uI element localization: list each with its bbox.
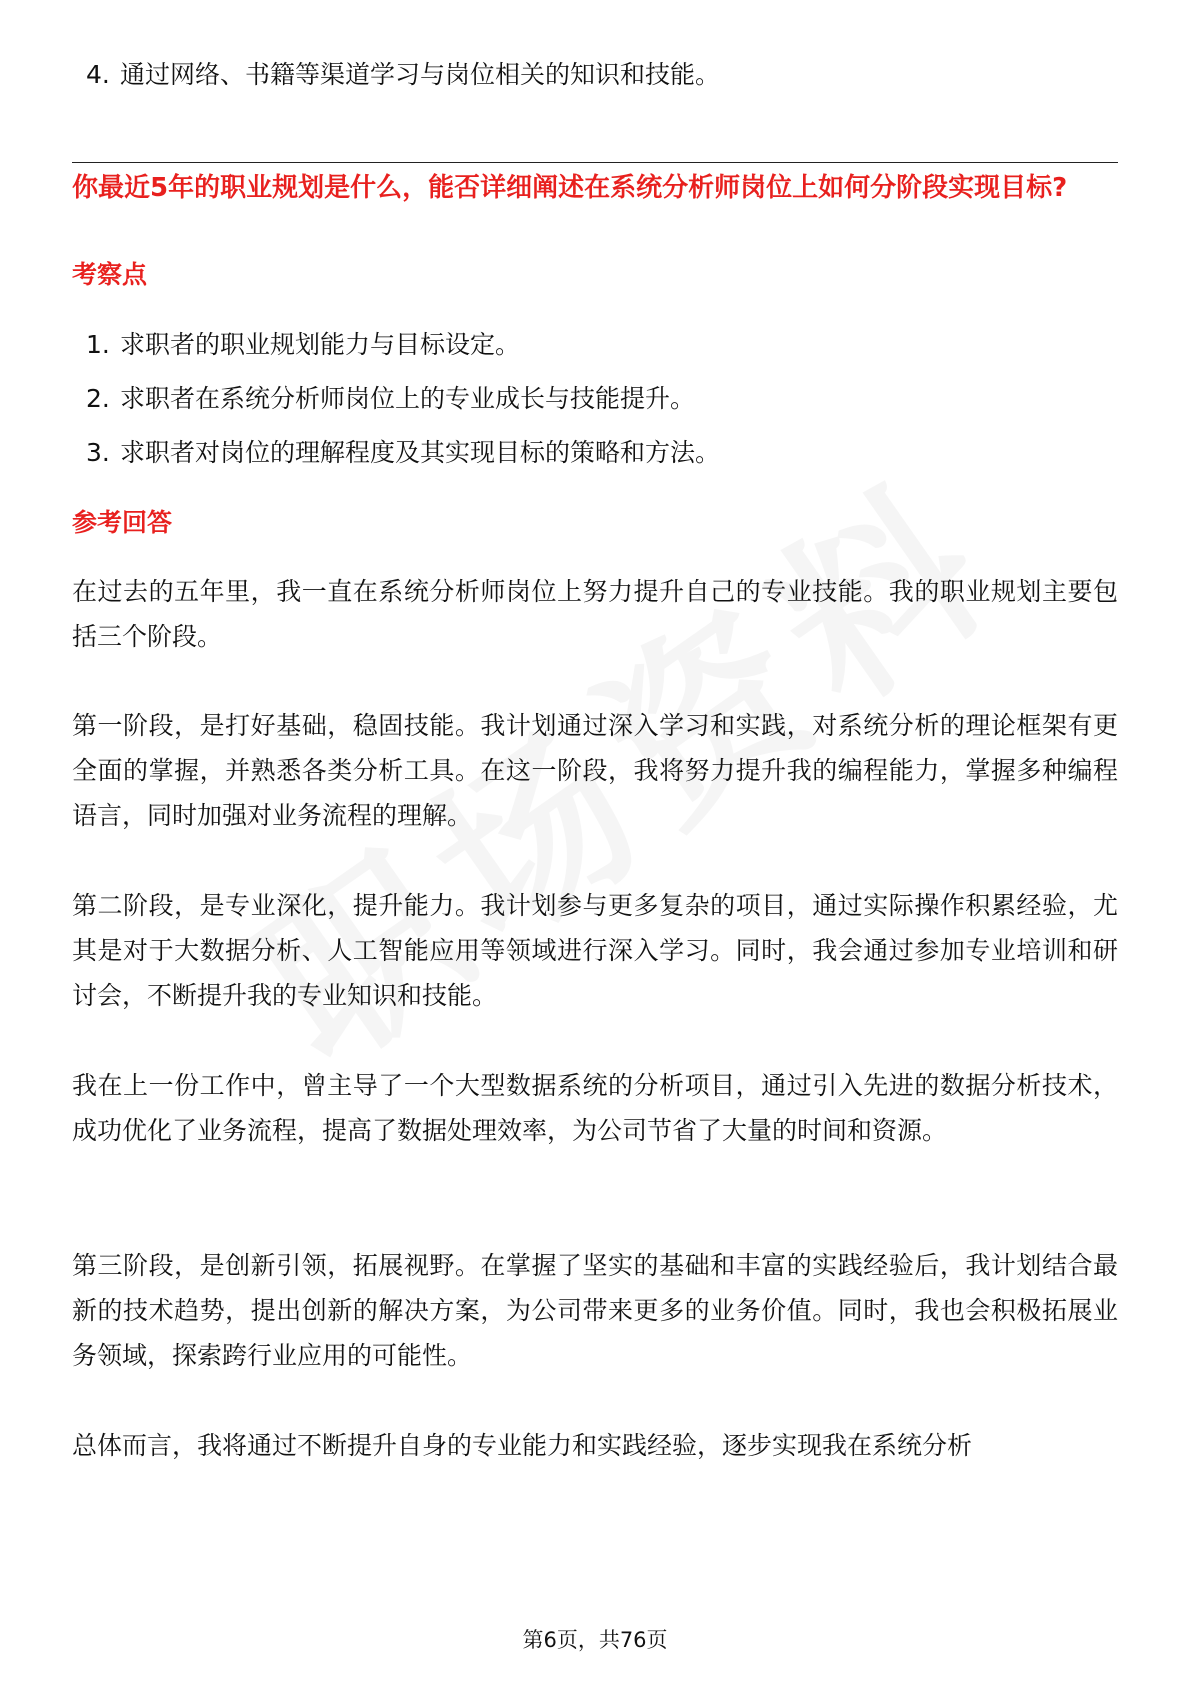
list-item-text: 求职者在系统分析师岗位上的专业成长与技能提升。 — [120, 384, 696, 413]
list-item-text: 求职者对岗位的理解程度及其实现目标的策略和方法。 — [120, 438, 721, 467]
answer-paragraph: 第一阶段，是打好基础，稳固技能。我计划通过深入学习和实践，对系统分析的理论框架有更全面的掌握，并熟悉各类分析工具。在这一阶段，我将努力提升我的编程能力，掌握多种编程语言，同时加强对业务流程的理解。 — [72, 711, 1118, 830]
answer-title: 参考回答 — [72, 508, 173, 537]
list-item — [86, 382, 695, 416]
list-item-number: 2. — [86, 384, 110, 413]
list-item-number: 4. — [86, 60, 110, 89]
list-item — [86, 328, 520, 362]
answer-paragraph: 第二阶段，是专业深化，提升能力。我计划参与更多复杂的项目，通过实际操作积累经验，尤其是对于大数据分析、人工智能应用等领域进行深入学习。同时，我会通过参加专业培训和研讨会，不断提升我的专业知识和技能。 — [72, 891, 1118, 1010]
list-item — [86, 58, 720, 92]
list-item — [86, 436, 720, 470]
exam-points-title: 考察点 — [72, 260, 148, 289]
section-divider — [72, 162, 1118, 163]
answer-paragraph: 我在上一份工作中，曾主导了一个大型数据系统的分析项目，通过引入先进的数据分析技术，成功优化了业务流程，提高了数据处理效率，为公司节省了大量的时间和资源。 — [72, 1071, 1118, 1145]
list-item-number: 1. — [86, 330, 110, 359]
answer-paragraph: 在过去的五年里，我一直在系统分析师岗位上努力提升自己的专业技能。我的职业规划主要包括三个阶段。 — [72, 577, 1118, 651]
page-number-footer: 第6页，共76页 — [522, 1628, 668, 1652]
list-item-number: 3. — [86, 438, 110, 467]
answer-paragraph: 第三阶段，是创新引领，拓展视野。在掌握了坚实的基础和丰富的实践经验后，我计划结合最新的技术趋势，提出创新的解决方案，为公司带来更多的业务价值。同时，我也会积极拓展业务领域，探索跨行业应用的可能性。 — [72, 1251, 1118, 1370]
list-item-text: 求职者的职业规划能力与目标设定。 — [120, 330, 521, 359]
answer-paragraph: 总体而言，我将通过不断提升自身的专业能力和实践经验，逐步实现我在系统分析 — [72, 1431, 973, 1460]
question-heading: 你最近5年的职业规划是什么，能否详细阐述在系统分析师岗位上如何分阶段实现目标? — [72, 173, 1068, 203]
list-item-text: 通过网络、书籍等渠道学习与岗位相关的知识和技能。 — [120, 60, 721, 89]
